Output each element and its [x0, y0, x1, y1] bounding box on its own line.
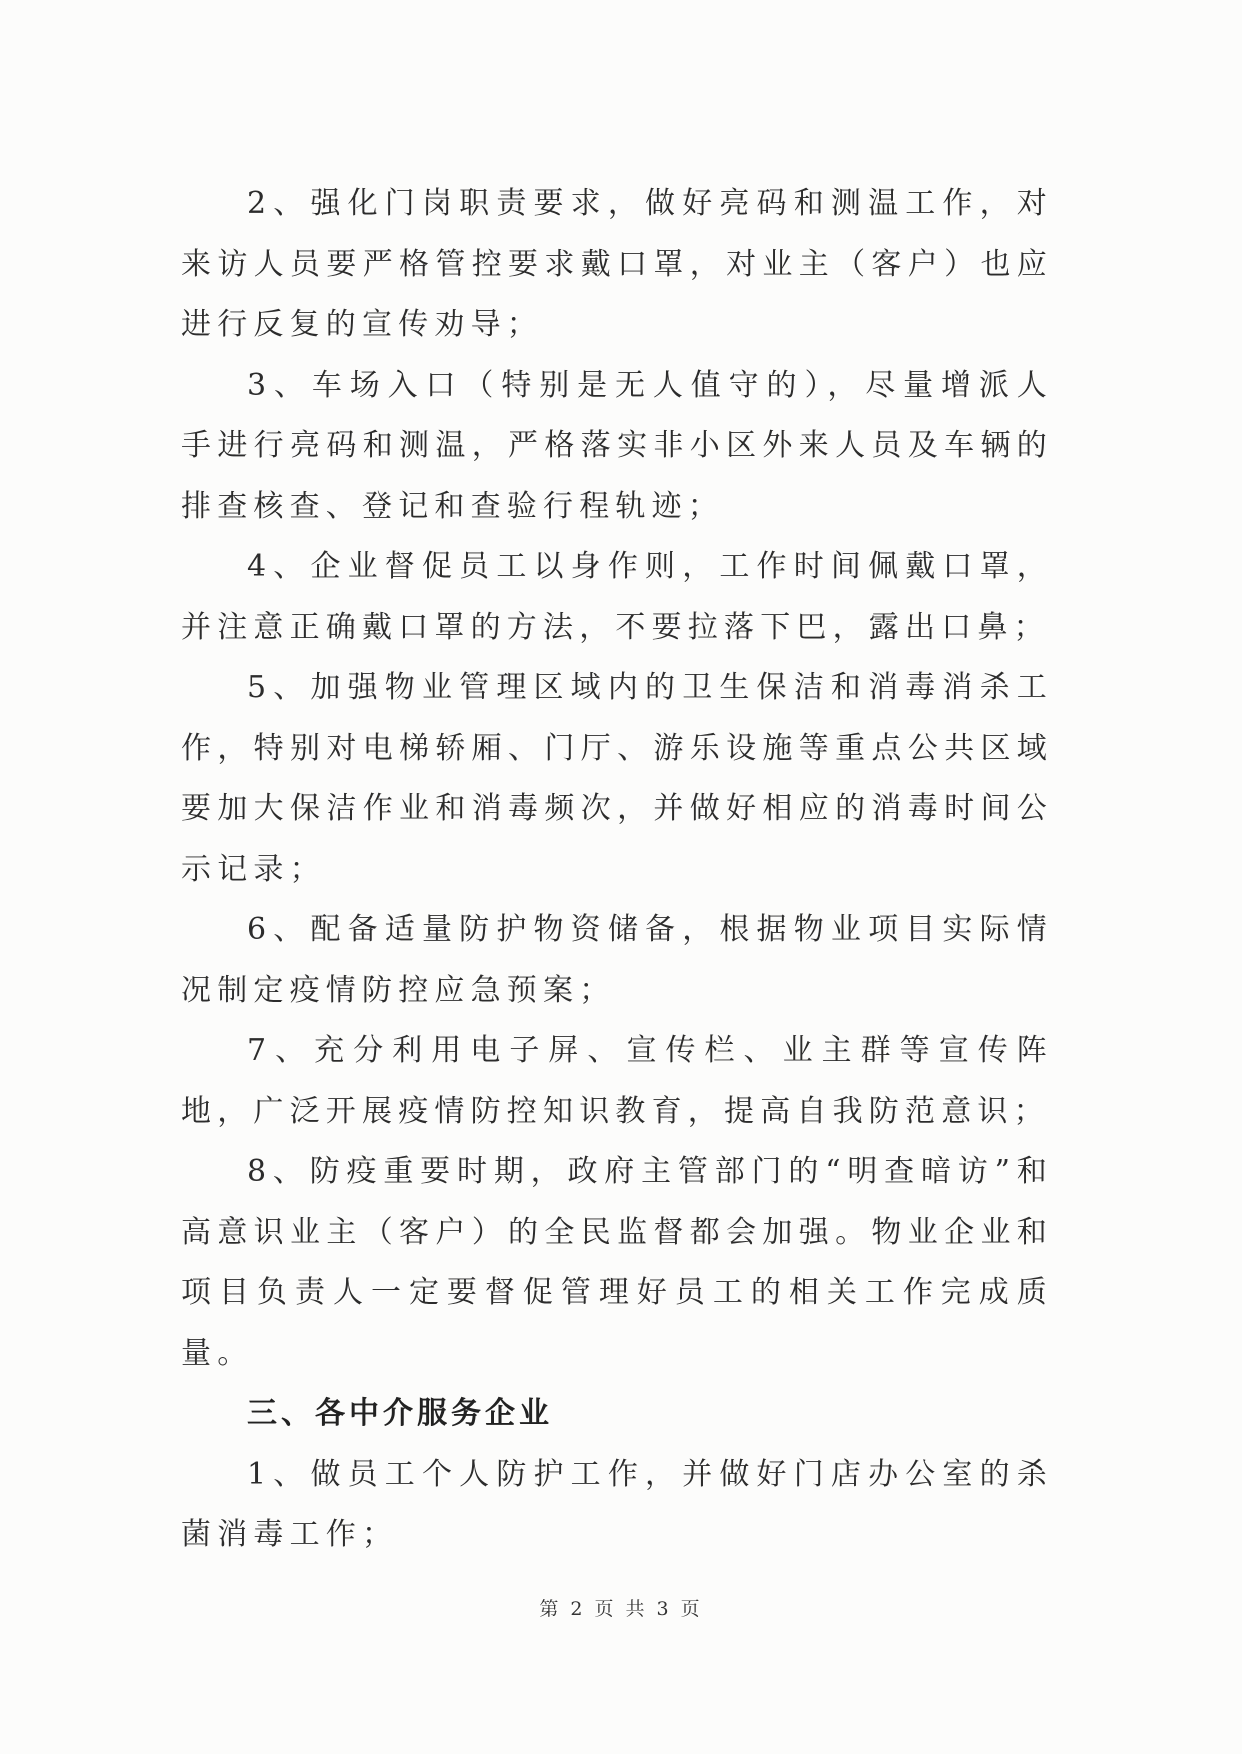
paragraph-item-6: 6、配备适量防护物资储备，根据物业项目实际情况制定疫情防控应急预案； [181, 912, 1053, 1008]
paragraph-item-5: 5、加强物业管理区域内的卫生保洁和消毒消杀工作，特别对电梯轿厢、门厅、游乐设施等重点公共区域要加大保洁作业和消毒频次，并做好相应的消毒时间公示记录； [181, 670, 1053, 887]
paragraph-item-4: 4、企业督促员工以身作则，工作时间佩戴口罩，并注意正确戴口罩的方法，不要拉落下巴，露出口鼻； [181, 549, 1053, 645]
document-body [181, 174, 1053, 1566]
paragraph-item-7: 7、充分利用电子屏、宣传栏、业主群等宣传阵地，广泛开展疫情防控知识教育，提高自我防范意识； [181, 1033, 1053, 1129]
page-number-footer: 第 2 页 共 3 页 [539, 1598, 703, 1620]
paragraph-item-3: 3、车场入口（特别是无人值守的），尽量增派人手进行亮码和测温，严格落实非小区外来人员及车辆的排查核查、登记和查验行程轨迹； [181, 367, 1053, 524]
paragraph-item-2: 2、强化门岗职责要求，做好亮码和测温工作，对来访人员要严格管控要求戴口罩，对业主（客户）也应进行反复的宣传劝导； [181, 186, 1053, 342]
section-heading-intermediary-services: 三、各中介服务企业 [247, 1396, 553, 1431]
paragraph-item-1-section-3: 1、做员工个人防护工作，并做好门店办公室的杀菌消毒工作； [181, 1456, 1053, 1552]
paragraph-item-8: 8、防疫重要时期，政府主管部门的“明查暗访”和高意识业主（客户）的全民监督都会加强。物业企业和项目负责人一定要督促管理好员工的相关工作完成质量。 [181, 1154, 1053, 1371]
